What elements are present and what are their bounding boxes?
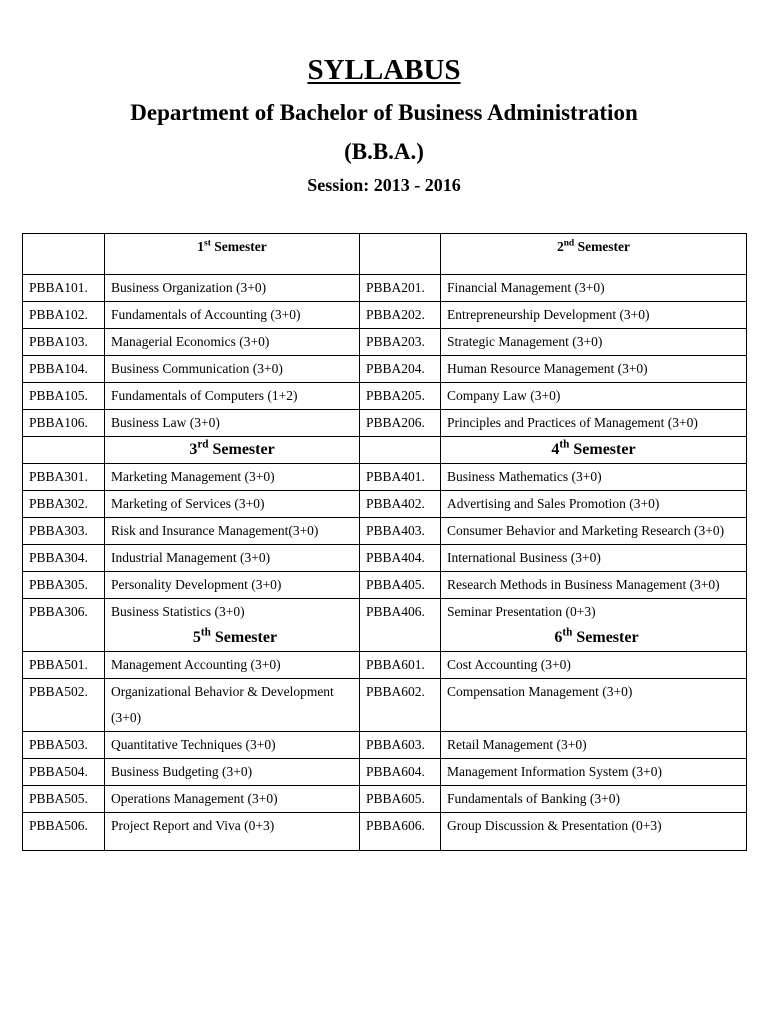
course-code: PBBA601. [360,651,441,678]
table-row [23,409,747,436]
table-row [23,812,747,850]
course-name: Principles and Practices of Management (3+0) [441,409,747,436]
table-row [23,328,747,355]
semester-header-row [23,234,747,261]
course-name: Managerial Economics (3+0) [105,328,360,355]
table-row [23,517,747,544]
page-title: SYLLABUS [307,54,461,86]
course-name: Marketing Management (3+0) [105,463,360,490]
course-name: Industrial Management (3+0) [105,544,360,571]
empty-cell [360,234,441,261]
table-row [23,463,747,490]
course-code: PBBA603. [360,731,441,758]
course-name: Entrepreneurship Development (3+0) [441,301,747,328]
course-code: PBBA206. [360,409,441,436]
course-name: Fundamentals of Banking (3+0) [441,785,747,812]
department-heading: Department of Bachelor of Business Administration [130,100,638,125]
empty-cell [23,436,105,463]
course-code: PBBA502. [23,678,105,731]
semester-2-heading: 2nd Semester [441,234,747,261]
course-code: PBBA605. [360,785,441,812]
course-name: Risk and Insurance Management(3+0) [105,517,360,544]
course-code: PBBA301. [23,463,105,490]
course-name: Cost Accounting (3+0) [441,651,747,678]
course-code: PBBA303. [23,517,105,544]
course-name: Strategic Management (3+0) [441,328,747,355]
course-name: Organizational Behavior & Development (3+0) [105,678,360,731]
course-name: Management Information System (3+0) [441,758,747,785]
table-row [23,490,747,517]
semester-4-heading: 4th Semester [441,436,747,463]
course-code: PBBA506. [23,812,105,850]
course-name: Business Law (3+0) [105,409,360,436]
course-name: Group Discussion & Presentation (0+3) [441,812,747,850]
course-name: Fundamentals of Accounting (3+0) [105,301,360,328]
table-row [23,651,747,678]
table-row [23,731,747,758]
course-code: PBBA503. [23,731,105,758]
course-name: Business Communication (3+0) [105,355,360,382]
course-code: PBBA404. [360,544,441,571]
table-row [23,758,747,785]
course-name: Business Budgeting (3+0) [105,758,360,785]
course-name: Personality Development (3+0) [105,571,360,598]
course-code: PBBA202. [360,301,441,328]
course-name: Compensation Management (3+0) [441,678,747,731]
empty-cell [23,234,105,261]
course-code: PBBA606. [360,812,441,850]
course-code: PBBA103. [23,328,105,355]
course-name: International Business (3+0) [441,544,747,571]
course-code: PBBA305. [23,571,105,598]
course-code: PBBA101. [23,274,105,301]
semester-6-heading: 6th Semester [554,626,639,646]
course-code: PBBA401. [360,463,441,490]
course-name-with-semester-6-heading [441,598,747,651]
course-code: PBBA204. [360,355,441,382]
course-name: Retail Management (3+0) [441,731,747,758]
course-name: Fundamentals of Computers (1+2) [105,382,360,409]
course-code: PBBA104. [23,355,105,382]
course-code: PBBA306. [23,598,105,651]
table-row [23,678,747,731]
course-name: Company Law (3+0) [441,382,747,409]
course-code: PBBA302. [23,490,105,517]
course-code: PBBA203. [360,328,441,355]
course-code: PBBA406. [360,598,441,651]
course-name: Management Accounting (3+0) [105,651,360,678]
spacer-row [23,261,747,275]
course-code: PBBA105. [23,382,105,409]
course-name: Research Methods in Business Management (3+0) [441,571,747,598]
course-name-with-semester-5-heading [105,598,360,651]
course-code: PBBA501. [23,651,105,678]
course-name: Business Organization (3+0) [105,274,360,301]
course-name: Advertising and Sales Promotion (3+0) [441,490,747,517]
table-row [23,785,747,812]
course-code: PBBA205. [360,382,441,409]
table-row [23,571,747,598]
semester-1-heading: 1st Semester [105,234,360,261]
course-name: Financial Management (3+0) [441,274,747,301]
course-code: PBBA405. [360,571,441,598]
course-code: PBBA102. [23,301,105,328]
course-code: PBBA504. [23,758,105,785]
semester-header-row [23,436,747,463]
course-name: Marketing of Services (3+0) [105,490,360,517]
syllabus-table [22,233,747,851]
course-code: PBBA403. [360,517,441,544]
course-code: PBBA402. [360,490,441,517]
course-name: Operations Management (3+0) [105,785,360,812]
table-row [23,274,747,301]
course-code: PBBA604. [360,758,441,785]
course-code: PBBA106. [23,409,105,436]
course-code: PBBA201. [360,274,441,301]
course-code: PBBA602. [360,678,441,731]
course-name: Quantitative Techniques (3+0) [105,731,360,758]
course-name: Human Resource Management (3+0) [441,355,747,382]
semester-5-heading: 5th Semester [192,626,278,646]
course-name: Business Mathematics (3+0) [441,463,747,490]
table-row [23,355,747,382]
program-abbreviation: (B.B.A.) [344,139,424,164]
table-row [23,301,747,328]
course-name: Business Statistics (3+0) [111,603,245,619]
table-row [23,544,747,571]
semester-3-heading: 3rd Semester [105,436,360,463]
course-code: PBBA304. [23,544,105,571]
session-label: Session: 2013 - 2016 [307,175,461,195]
table-row [23,382,747,409]
empty-cell [360,436,441,463]
course-code: PBBA505. [23,785,105,812]
course-name: Seminar Presentation (0+3) [447,603,596,619]
table-row [23,598,747,651]
course-name: Consumer Behavior and Marketing Research (3+0) [441,517,747,544]
course-name: Project Report and Viva (0+3) [105,812,360,850]
